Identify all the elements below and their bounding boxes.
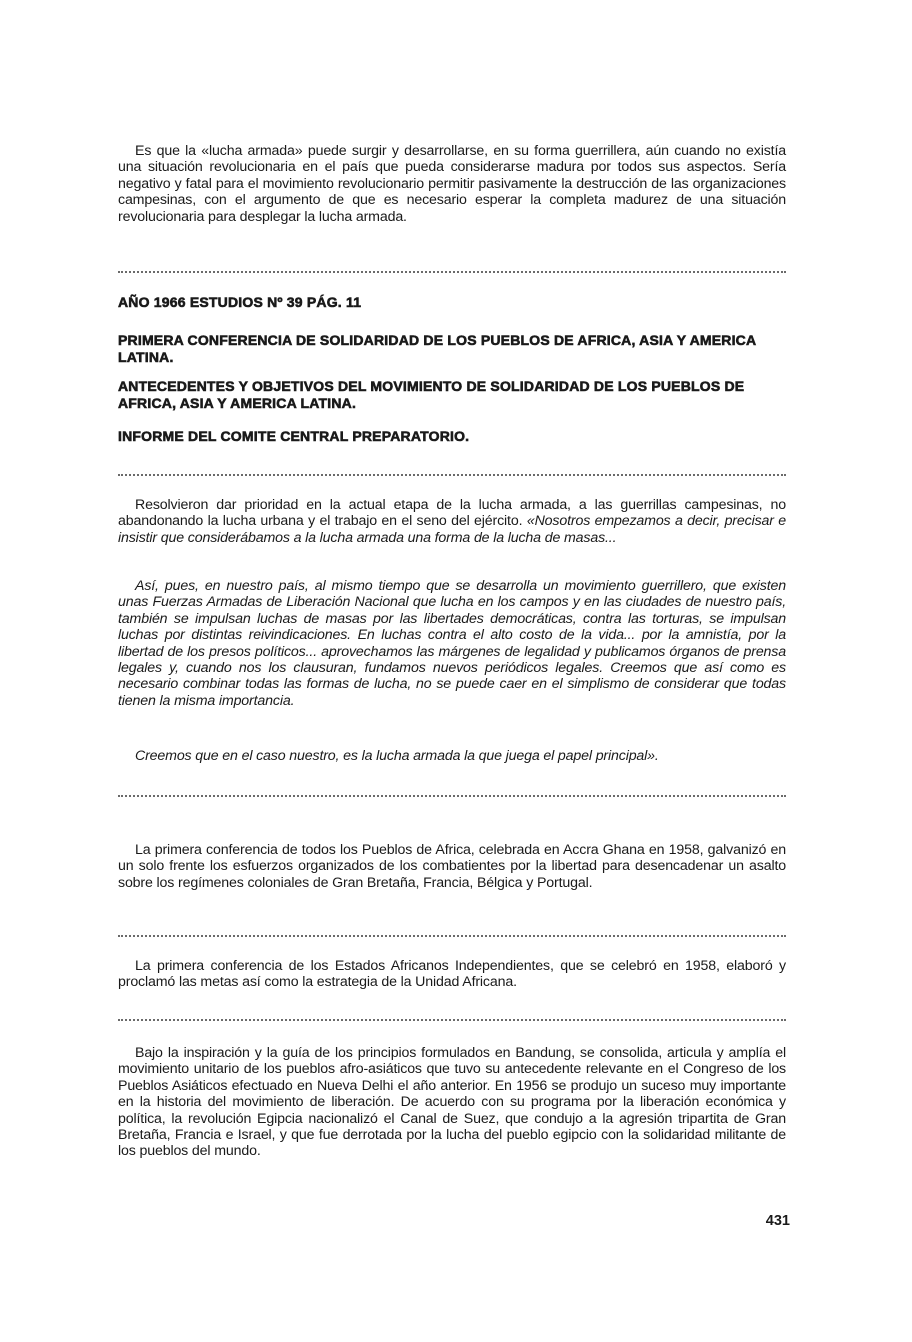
resolved-paragraph (118, 497, 786, 546)
dotted-separator (118, 271, 786, 273)
quote-creemos-block (118, 748, 786, 764)
estados-paragraph-block (118, 958, 786, 991)
dotted-separator (118, 474, 786, 476)
conference-heading: PRIMERA CONFERENCIA DE SOLIDARIDAD DE LOS PUEBLOS DE AFRICA, ASIA Y AMERICA LATINA. (118, 332, 756, 365)
estados-paragraph: La primera conferencia de los Estados Africanos Independientes, que se celebró en 1958, elaboró y proclamó las metas así como la estrategia de la Unidad Africana. (118, 958, 786, 991)
antecedentes-heading: ANTECEDENTES Y OBJETIVOS DEL MOVIMIENTO DE SOLIDARIDAD DE LOS PUEBLOS DE AFRICA, ASIA Y AMERICA LATINA. (118, 378, 745, 411)
intro-paragraph-block (118, 143, 786, 225)
page-number: 431 (765, 1213, 790, 1229)
dotted-separator (118, 1019, 786, 1021)
conference-heading-block (118, 332, 786, 366)
antecedentes-heading-block (118, 378, 786, 412)
resolved-paragraph-block (118, 497, 786, 546)
bandung-paragraph-block (118, 1045, 786, 1160)
source-line: AÑO 1966 ESTUDIOS Nº 39 PÁG. 11 (118, 294, 362, 310)
resolved-plain-text: Resolvieron dar prioridad en la actual etapa de la lucha armada, a las guerrillas campesinas, no abandonando la lucha urbana y el trabajo en el seno del ejército. (118, 497, 786, 530)
informe-heading: INFORME DEL COMITE CENTRAL PREPARATORIO. (118, 428, 470, 444)
dotted-separator (118, 935, 786, 937)
dotted-separator (118, 795, 786, 797)
intro-paragraph: Es que la «lucha armada» puede surgir y desarrollarse, en su forma guerrillera, aún cuando no existía una situación revolucionaria en el país que pueda considerarse madura por todos sus aspectos. Sería negativo y fatal para el movimiento revolucionario permitir pasivamente la destrucción de las organizaciones campesinas, con el argumento de que es necesario esperar la completa madurez de una situación revolucionaria para desplegar la lucha armada. (118, 143, 786, 225)
resolved-italic-quote: «Nosotros empezamos a decir, precisar e insistir que considerábamos a la lucha armada una forma de la lucha de masas... (118, 513, 787, 546)
quote-creemos-paragraph: Creemos que en el caso nuestro, es la lucha armada la que juega el papel principal». (135, 748, 659, 764)
quote-asi-paragraph: Así, pues, en nuestro país, al mismo tiempo que se desarrolla un movimiento guerrillero, que existen unas Fuerzas Armadas de Liberación Nacional que lucha en los campos y en las ciudades de nuestro país, también se impulsan luchas de masas por las libertades democráticas, contra las torturas, se impulsan luchas por distintas reivindicaciones. En luchas contra el alto costo de la vida... por la amnistía, por la libertad de los presos políticos... aprovechamos las márgenes de legalidad y publicamos órganos de prensa legales y, cuando nos los clausuran, fundamos nuevos periódicos legales. Creemos que así como es necesario combinar todas las formas de lucha, no se puede caer en el simplismo de considerar que todas tienen la misma importancia. (118, 578, 786, 709)
informe-heading-block (118, 428, 786, 445)
bandung-paragraph: Bajo la inspiración y la guía de los principios formulados en Bandung, se consolida, articula y amplía el movimiento unitario de los pueblos afro-asiáticos que tuvo su antecedente relevante en el Congreso de los Pueblos Asiáticos efectuado en Nueva Delhi el año anterior. En 1956 se produjo un suceso muy importante en la historia del movimiento de liberación. De acuerdo con su programa por la liberación económica y política, la revolución Egipcia nacionalizó el Canal de Suez, que condujo a la agresión tripartita de Gran Bretaña, Francia e Israel, y que fue derrotada por la lucha del pueblo egipcio con la solidaridad militante de los pueblos del mundo. (118, 1045, 786, 1160)
accra-paragraph-block (118, 842, 786, 891)
source-line-block (118, 294, 786, 311)
quote-asi-block (118, 578, 786, 709)
accra-paragraph: La primera conferencia de todos los Pueblos de Africa, celebrada en Accra Ghana en 1958, galvanizó en un solo frente los esfuerzos organizados de los combatientes por la libertad para desencadenar un asalto sobre los regímenes coloniales de Gran Bretaña, Francia, Bélgica y Portugal. (118, 842, 786, 891)
